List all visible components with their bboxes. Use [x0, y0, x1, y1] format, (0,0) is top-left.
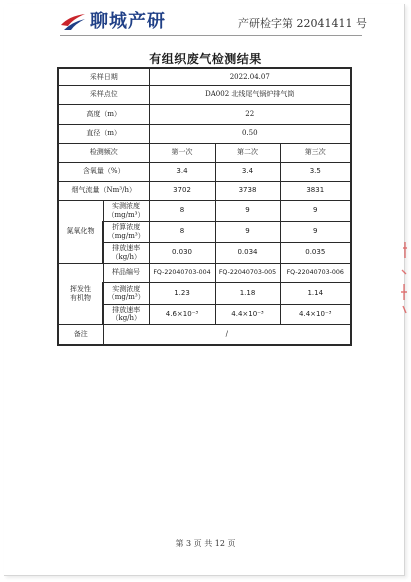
brand-name: 聊城产研 — [90, 11, 166, 32]
flow-3: 3831 — [280, 181, 351, 200]
diameter-value: 0.50 — [149, 124, 351, 143]
seal-stamp-edge — [397, 240, 407, 315]
row-oxygen — [58, 162, 351, 181]
sampling-point-value: DA002 北线尾气锅炉排气筒 — [149, 85, 351, 104]
remarks-value: / — [103, 324, 351, 345]
nox-converted-label: 折算浓度（mg/m³） — [103, 221, 149, 242]
voc-rate-2: 4.4×10⁻³ — [215, 304, 280, 324]
nox-rate-3: 0.035 — [280, 242, 351, 263]
nox-name: 氮氧化物 — [58, 200, 103, 263]
height-label: 高度（m） — [58, 104, 149, 124]
oxygen-label: 含氧量（%） — [58, 162, 149, 181]
row-diameter — [58, 124, 351, 143]
frequency-label: 检测频次 — [58, 143, 149, 162]
voc-measured-2: 1.18 — [215, 282, 280, 304]
voc-sample-1: FQ-22040703-004 — [149, 263, 215, 282]
nox-converted-3: 9 — [280, 221, 351, 242]
flow-2: 3738 — [215, 181, 280, 200]
sampling-date-value: 2022.04.07 — [149, 68, 351, 85]
remarks-label: 备注 — [58, 324, 103, 345]
row-voc-sample — [58, 263, 351, 282]
voc-rate-3: 4.4×10⁻³ — [280, 304, 351, 324]
voc-name — [58, 263, 103, 324]
header-divider — [60, 35, 362, 36]
diameter-label: 直径（m） — [58, 124, 149, 143]
voc-sample-2: FQ-22040703-005 — [215, 263, 280, 282]
nox-converted-2: 9 — [215, 221, 280, 242]
nox-rate-1: 0.030 — [149, 242, 215, 263]
report-number: 产研检字第 22041411 号 — [238, 17, 367, 30]
voc-measured-label: 实测浓度（mg/m³） — [103, 282, 149, 304]
voc-sample-3: FQ-22040703-006 — [280, 263, 351, 282]
frequency-2: 第二次 — [215, 143, 280, 162]
flow-label: 烟气流量（Nm³/h） — [58, 181, 149, 200]
page-footer: 第 3 页 共 12 页 — [175, 539, 236, 548]
height-value: 22 — [149, 104, 351, 124]
row-nox-measured — [58, 200, 351, 221]
sampling-date-label: 采样日期 — [58, 68, 149, 85]
flow-1: 3702 — [149, 181, 215, 200]
row-height — [58, 104, 351, 124]
frequency-1: 第一次 — [149, 143, 215, 162]
row-sampling-date — [58, 68, 351, 85]
row-remarks — [58, 324, 351, 345]
voc-measured-3: 1.14 — [280, 282, 351, 304]
nox-rate-2: 0.034 — [215, 242, 280, 263]
sampling-point-label: 采样点位 — [58, 85, 149, 104]
nox-rate-label: 排放速率（kg/h） — [103, 242, 149, 263]
page-title: 有组织废气检测结果 — [149, 52, 262, 66]
voc-sample-label: 样品编号 — [103, 263, 149, 282]
voc-name-line2: 有机物 — [70, 293, 91, 302]
voc-name-line1: 挥发性 — [70, 285, 91, 294]
company-logo-icon — [60, 13, 86, 31]
row-flow — [58, 181, 351, 200]
frequency-3: 第三次 — [280, 143, 351, 162]
nox-measured-3: 9 — [280, 200, 351, 221]
nox-measured-2: 9 — [215, 200, 280, 221]
oxygen-3: 3.5 — [280, 162, 351, 181]
oxygen-1: 3.4 — [149, 162, 215, 181]
company-logo — [60, 12, 166, 32]
row-sampling-point — [58, 85, 351, 104]
oxygen-2: 3.4 — [215, 162, 280, 181]
voc-rate-label: 排放速率（kg/h） — [103, 304, 149, 324]
voc-rate-1: 4.6×10⁻³ — [149, 304, 215, 324]
row-frequency — [58, 143, 351, 162]
voc-measured-1: 1.23 — [149, 282, 215, 304]
nox-measured-label: 实测浓度（mg/m³） — [103, 200, 149, 221]
nox-measured-1: 8 — [149, 200, 215, 221]
nox-converted-1: 8 — [149, 221, 215, 242]
results-table — [57, 67, 352, 346]
